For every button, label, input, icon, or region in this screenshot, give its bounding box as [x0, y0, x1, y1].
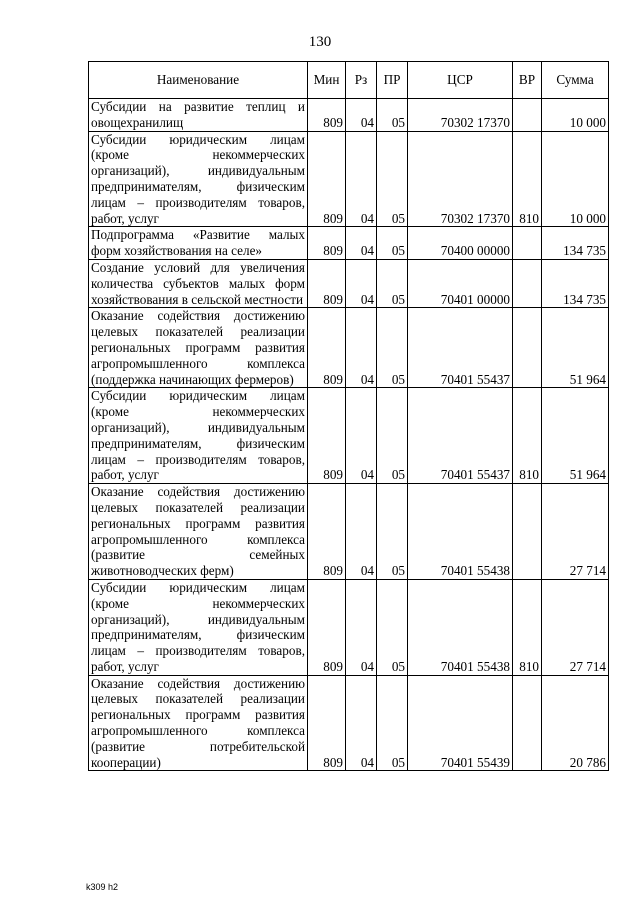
row-pr: 05 — [377, 308, 408, 388]
row-csr: 70401 55437 — [408, 308, 513, 388]
row-min: 809 — [308, 388, 346, 484]
row-name: Субсидии юридическим лицам (кроме некоммерческих организаций), индивидуальным предпринимателям, физическим лицам – производителям товаров, работ, услуг — [89, 388, 308, 484]
row-pr: 05 — [377, 579, 408, 675]
row-sum: 10 000 — [542, 99, 609, 132]
header-csr: ЦСР — [408, 62, 513, 99]
row-sum: 134 735 — [542, 227, 609, 260]
table-row — [89, 579, 609, 675]
row-min: 809 — [308, 308, 346, 388]
row-min: 809 — [308, 131, 346, 227]
header-name: Наименование — [89, 62, 308, 99]
row-min: 809 — [308, 579, 346, 675]
table-header-row — [89, 62, 609, 99]
row-csr: 70302 17370 — [408, 131, 513, 227]
row-csr: 70401 55437 — [408, 388, 513, 484]
row-vr — [513, 99, 542, 132]
row-min: 809 — [308, 227, 346, 260]
row-sum: 20 786 — [542, 675, 609, 771]
header-sum: Сумма — [542, 62, 609, 99]
row-pr: 05 — [377, 675, 408, 771]
row-rz: 04 — [346, 259, 377, 307]
row-pr: 05 — [377, 484, 408, 580]
row-min: 809 — [308, 99, 346, 132]
row-vr — [513, 259, 542, 307]
row-name: Подпрограмма «Развитие малых форм хозяйствования на селе» — [89, 227, 308, 260]
header-pr: ПР — [377, 62, 408, 99]
row-vr — [513, 227, 542, 260]
footer-code: k309 h2 — [86, 882, 119, 892]
row-sum: 51 964 — [542, 388, 609, 484]
row-csr: 70302 17370 — [408, 99, 513, 132]
table-row — [89, 675, 609, 771]
row-sum: 27 714 — [542, 484, 609, 580]
row-sum: 27 714 — [542, 579, 609, 675]
row-sum: 51 964 — [542, 308, 609, 388]
table-row — [89, 308, 609, 388]
row-name: Оказание содействия достижению целевых показателей реализации региональных программ развития агропромышленного комплекса (поддержка начинающих фермеров) — [89, 308, 308, 388]
table-row — [89, 99, 609, 132]
row-name: Субсидии на развитие теплиц и овощехранилищ — [89, 99, 308, 132]
row-min: 809 — [308, 484, 346, 580]
row-rz: 04 — [346, 388, 377, 484]
row-sum: 10 000 — [542, 131, 609, 227]
row-vr — [513, 484, 542, 580]
row-csr: 70401 55438 — [408, 484, 513, 580]
row-rz: 04 — [346, 675, 377, 771]
row-min: 809 — [308, 259, 346, 307]
row-rz: 04 — [346, 579, 377, 675]
row-csr: 70401 55438 — [408, 579, 513, 675]
row-min: 809 — [308, 675, 346, 771]
table-row — [89, 388, 609, 484]
row-rz: 04 — [346, 131, 377, 227]
row-pr: 05 — [377, 99, 408, 132]
table-row — [89, 131, 609, 227]
row-csr: 70401 55439 — [408, 675, 513, 771]
row-name: Субсидии юридическим лицам (кроме некоммерческих организаций), индивидуальным предпринимателям, физическим лицам – производителям товаров, работ, услуг — [89, 579, 308, 675]
row-vr: 810 — [513, 388, 542, 484]
header-min: Мин — [308, 62, 346, 99]
row-csr: 70400 00000 — [408, 227, 513, 260]
table-row — [89, 227, 609, 260]
row-pr: 05 — [377, 227, 408, 260]
row-vr — [513, 308, 542, 388]
header-rz: Рз — [346, 62, 377, 99]
row-name: Оказание содействия достижению целевых показателей реализации региональных программ развития агропромышленного комплекса (развитие потребительской кооперации) — [89, 675, 308, 771]
row-pr: 05 — [377, 259, 408, 307]
header-vr: ВР — [513, 62, 542, 99]
row-name: Оказание содействия достижению целевых показателей реализации региональных программ развития агропромышленного комплекса (развитие семейных животноводческих ферм) — [89, 484, 308, 580]
row-sum: 134 735 — [542, 259, 609, 307]
row-vr: 810 — [513, 579, 542, 675]
row-rz: 04 — [346, 227, 377, 260]
page-number: 130 — [308, 34, 332, 50]
row-csr: 70401 00000 — [408, 259, 513, 307]
row-name: Субсидии юридическим лицам (кроме некоммерческих организаций), индивидуальным предпринимателям, физическим лицам – производителям товаров, работ, услуг — [89, 131, 308, 227]
table-row — [89, 484, 609, 580]
row-pr: 05 — [377, 388, 408, 484]
row-rz: 04 — [346, 308, 377, 388]
row-rz: 04 — [346, 484, 377, 580]
row-rz: 04 — [346, 99, 377, 132]
table-row — [89, 259, 609, 307]
row-name: Создание условий для увеличения количества субъектов малых форм хозяйствования в сельской местности — [89, 259, 308, 307]
row-pr: 05 — [377, 131, 408, 227]
budget-table — [88, 61, 609, 771]
row-vr — [513, 675, 542, 771]
row-vr: 810 — [513, 131, 542, 227]
